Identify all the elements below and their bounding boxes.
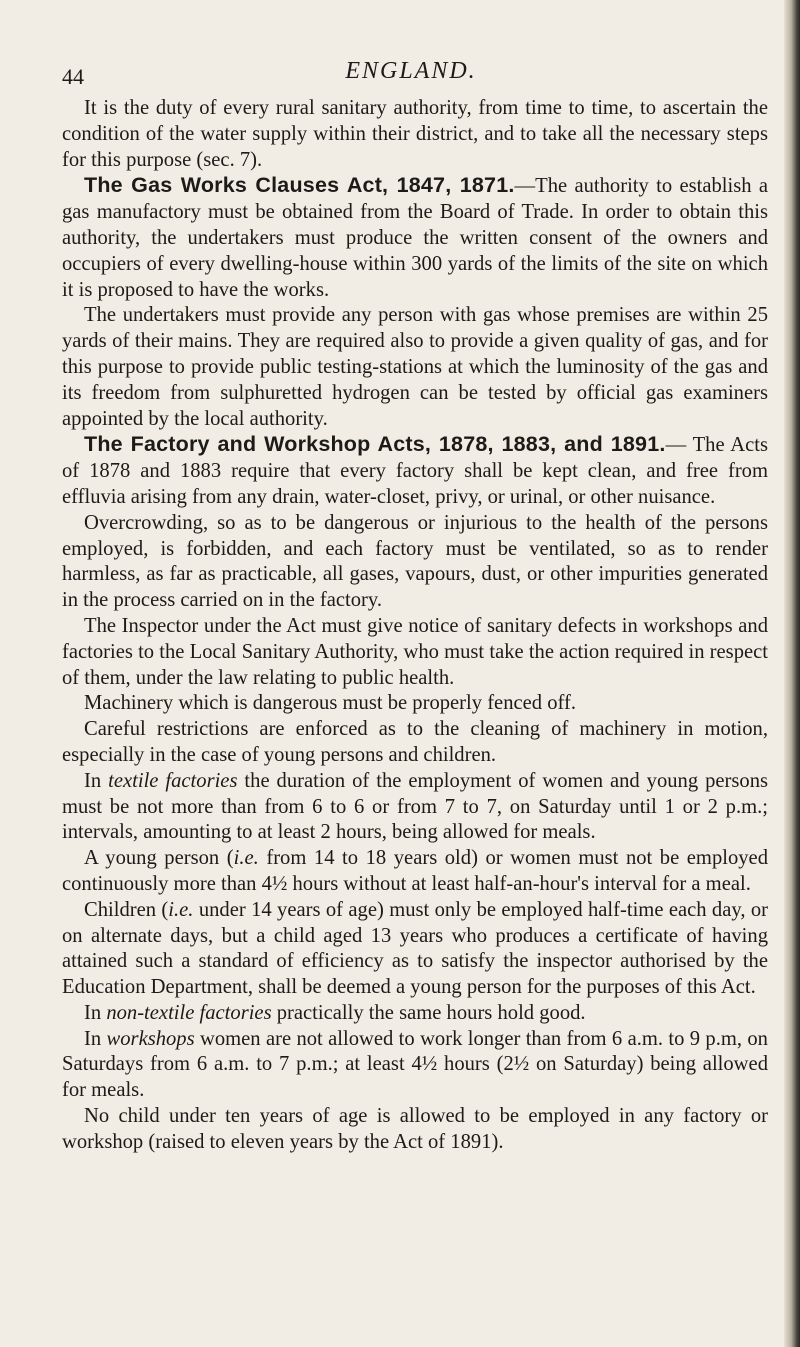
italic-term: textile factories <box>108 769 238 792</box>
page-number: 44 <box>62 64 84 89</box>
paragraph-text: under 14 years of age) must only be employed half-time each day, or on alternate days, but a child aged 13 years who produces a certificate of having attained such a standard of efficiency as to satisfy the inspector authorised by the Education Department, shall be deemed a young person for the purposes of this Act. <box>62 898 768 999</box>
paragraph-children <box>62 898 768 1001</box>
paragraph-factory-acts <box>62 432 768 510</box>
paragraph-lead: Children ( <box>84 898 169 921</box>
paragraph-careful-restrictions: Careful restrictions are enforced as to the cleaning of machinery in motion, especially in the case of young persons and children. <box>62 718 768 766</box>
paragraph-overcrowding: Overcrowding, so as to be dangerous or injurious to the health of the persons employed, is forbidden, and each factory must be ventilated, so as to render harmless, as far as practicable, all gases, vapours, dust, or other impurities generated in the process carried on in the factory. <box>62 511 768 612</box>
paragraph-non-textile <box>62 1001 768 1027</box>
italic-term: workshops <box>106 1027 195 1050</box>
running-head: ENGLAND. <box>345 58 477 84</box>
paragraph-text: women are not allowed to work longer than from 6 a.m. to 9 p.m, on Saturdays from 6 a.m. to 7 p.m.; at least 4½ hours (2½ on Saturday) being allowed for meals. <box>62 1027 768 1102</box>
paragraph-rural-authority: It is the duty of every rural sanitary authority, from time to time, to ascertain the condition of the water supply within their district, and to take all the necessary steps for this purpose (sec. 7). <box>62 97 768 171</box>
paragraph-textile-factories <box>62 769 768 846</box>
paragraph-lead: In <box>84 1027 107 1050</box>
body-text <box>62 96 768 1156</box>
page-header <box>62 58 760 90</box>
paragraph-text: —The authority to establish a gas manufactory must be obtained from the Board of Trade. In order to obtain this authority, the undertakers must produce the written consent of the owners and occupiers of every dwelling-house within 300 yards of the limits of the site on which it is proposed to have the works. <box>62 175 768 301</box>
paragraph-lead: A young person ( <box>84 847 234 870</box>
paragraph-text: practically the same hours hold good. <box>271 1001 586 1024</box>
italic-term: i.e. <box>168 898 194 921</box>
paragraph-child-age: No child under ten years of age is allowed to be employed in any factory or workshop (raised to eleven years by the Act of 1891). <box>62 1105 768 1153</box>
paragraph-text: from 14 to 18 years old) or women must not be employed continuously more than 4½ hours without at least half-an-hour's interval for a meal. <box>62 847 768 895</box>
paragraph-inspector: The Inspector under the Act must give notice of sanitary defects in workshops and factories to the Local Sanitary Authority, who must take the action required in respect of them, under the law relating to public health. <box>62 614 768 689</box>
page-edge-shadow <box>784 0 800 1347</box>
paragraph-young-person <box>62 846 768 898</box>
italic-term: i.e. <box>233 847 259 870</box>
section-heading-factory-acts: The Factory and Workshop Acts, 1878, 1883, and 1891. <box>84 432 666 457</box>
italic-term: non-textile factories <box>106 1001 272 1024</box>
paragraph-gas-works-act <box>62 173 768 303</box>
paragraph-machinery: Machinery which is dangerous must be properly fenced off. <box>84 692 577 715</box>
paragraph-workshops <box>62 1027 768 1104</box>
paragraph-lead: In <box>84 769 109 792</box>
paragraph-lead: In <box>84 1001 107 1024</box>
section-heading-gas-works: The Gas Works Clauses Act, 1847, 1871. <box>84 173 515 198</box>
paragraph-text: the duration of the employment of women and young persons must be not more than from 6 to 6 or from 7 to 7, on Saturday until 1 or 2 p.m.; intervals, amounting to at least 2 hours, being allowed for meals. <box>62 769 769 844</box>
paragraph-gas-undertakers: The undertakers must provide any person with gas whose premises are within 25 yards of their mains. They are required also to provide a given quality of gas, and for this purpose to provide public testing-stations at which the luminosity of the gas and its freedom from sulphuretted hydrogen can be tested by official gas examiners appointed by the local authority. <box>62 304 768 430</box>
paragraph-text: — The Acts of 1878 and 1883 require that every factory shall be kept clean, and free from effluvia arising from any drain, water-closet, privy, or urinal, or other nuisance. <box>62 434 768 508</box>
